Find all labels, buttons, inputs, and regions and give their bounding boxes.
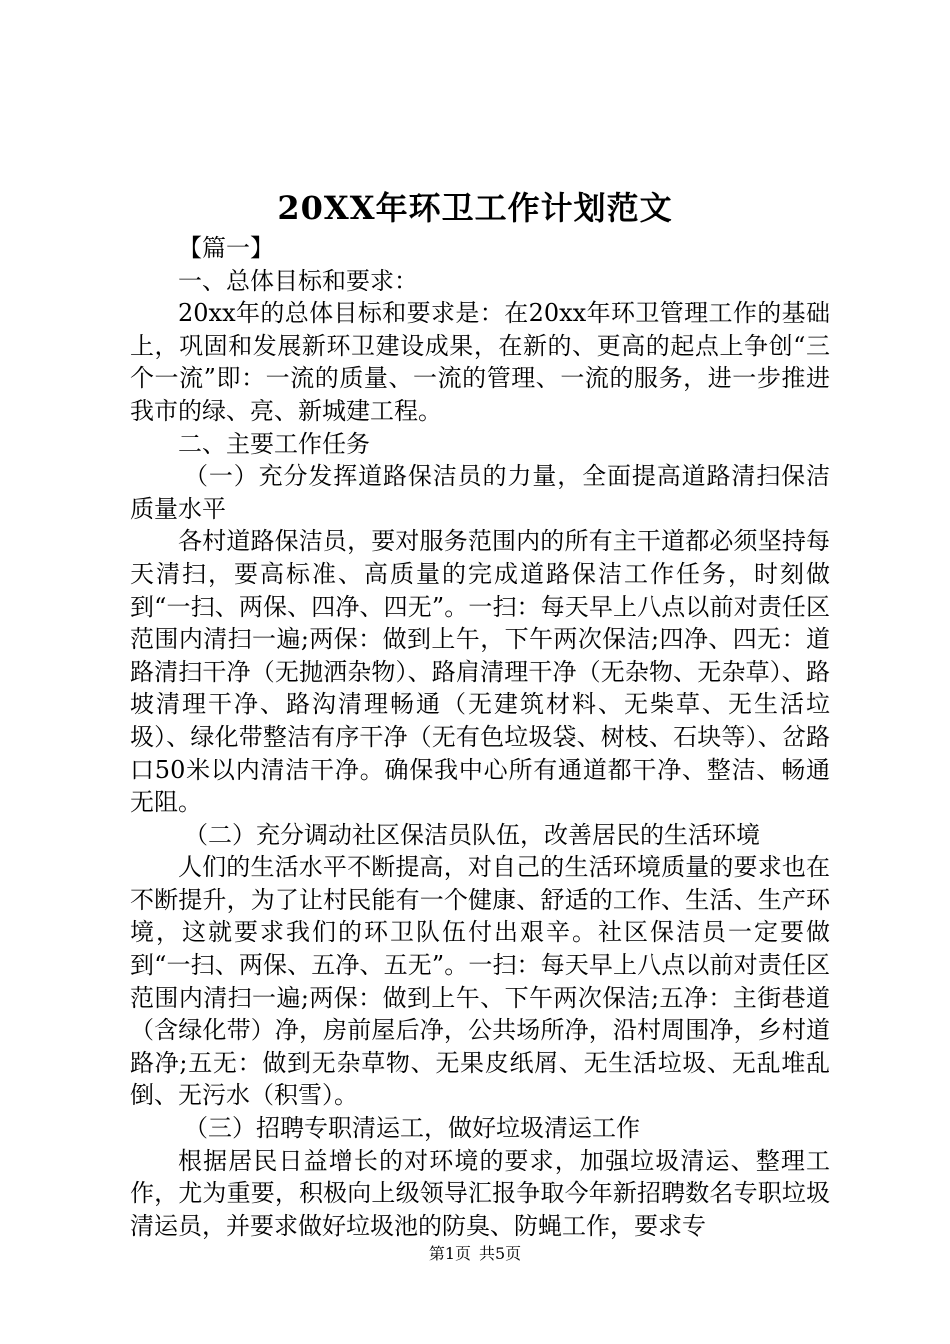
paragraph-road-cleaning: 各村道路保洁员，要对服务范围内的所有主干道都必须坚持每天清扫，要高标准、高质量的完成道路保洁工作任务，时刻做到“一扫、两保、四净、四无”。一扫：每天早上八点以前对责任区范围内清扫一遍;两保：做到上午，下午两次保洁;四净、四无：道路清扫干净（无抛洒杂物）、路肩清理干净（无杂物、无杂草）、路坡清理干净、路沟清理畅通（无建筑材料、无柴草、无生活垃圾）、绿化带整洁有序干净（无有色垃圾袋、树枝、石块等）、岔路口50米以内清洁干净。确保我中心所有通道都干净、整洁、畅通无阻。 [130, 527, 830, 817]
subheading-garbage-collection: （三）招聘专职清运工，做好垃圾清运工作 [184, 1114, 640, 1143]
subheading-community-cleaning: （二）充分调动社区保洁员队伍，改善居民的生活环境 [184, 820, 760, 849]
section-label: 【篇一】 [178, 234, 274, 262]
subheading-road-cleaning: （一）充分发挥道路保洁员的力量，全面提高道路清扫保洁质量水平 [130, 462, 830, 523]
page-footer [0, 1243, 950, 1265]
page-number: 第1页 [428, 1244, 471, 1263]
document-body [130, 232, 830, 1242]
paragraph-garbage-collection: 根据居民日益增长的对环境的要求，加强垃圾清运、整理工作，尤为重要，积极向上级领导汇报争取今年新招聘数名专职垃圾清运员，并要求做好垃圾池的防臭、防蝇工作，要求专 [130, 1146, 830, 1240]
heading-main-tasks: 二、主要工作任务 [178, 429, 370, 458]
document-title: 20XX年环卫工作计划范文 [277, 189, 673, 227]
page-total: 共5页 [479, 1244, 522, 1263]
paragraph-general-goals: 20xx年的总体目标和要求是：在20xx年环卫管理工作的基础上，巩固和发展新环卫建设成果，在新的、更高的起点上争创“三个一流”即：一流的质量、一流的管理、一流的服务，进一步推进我市的绿、亮、新城建工程。 [130, 299, 830, 425]
paragraph-community-cleaning: 人们的生活水平不断提高，对自己的生活环境质量的要求也在不断提升，为了让村民能有一个健康、舒适的工作、生活、生产环境，这就要求我们的环卫队伍付出艰辛。社区保洁员一定要做到“一扫、两保、五净、五无”。一扫：每天早上八点以前对责任区范围内清扫一遍;两保：做到上午、下午两次保洁;五净：主街巷道（含绿化带）净，房前屋后净，公共场所净，沿村周围净，乡村道路净;五无：做到无杂草物、无果皮纸屑、无生活垃圾、无乱堆乱倒、无污水（积雪）。 [130, 853, 830, 1110]
heading-general-goals: 一、总体目标和要求： [178, 266, 418, 295]
